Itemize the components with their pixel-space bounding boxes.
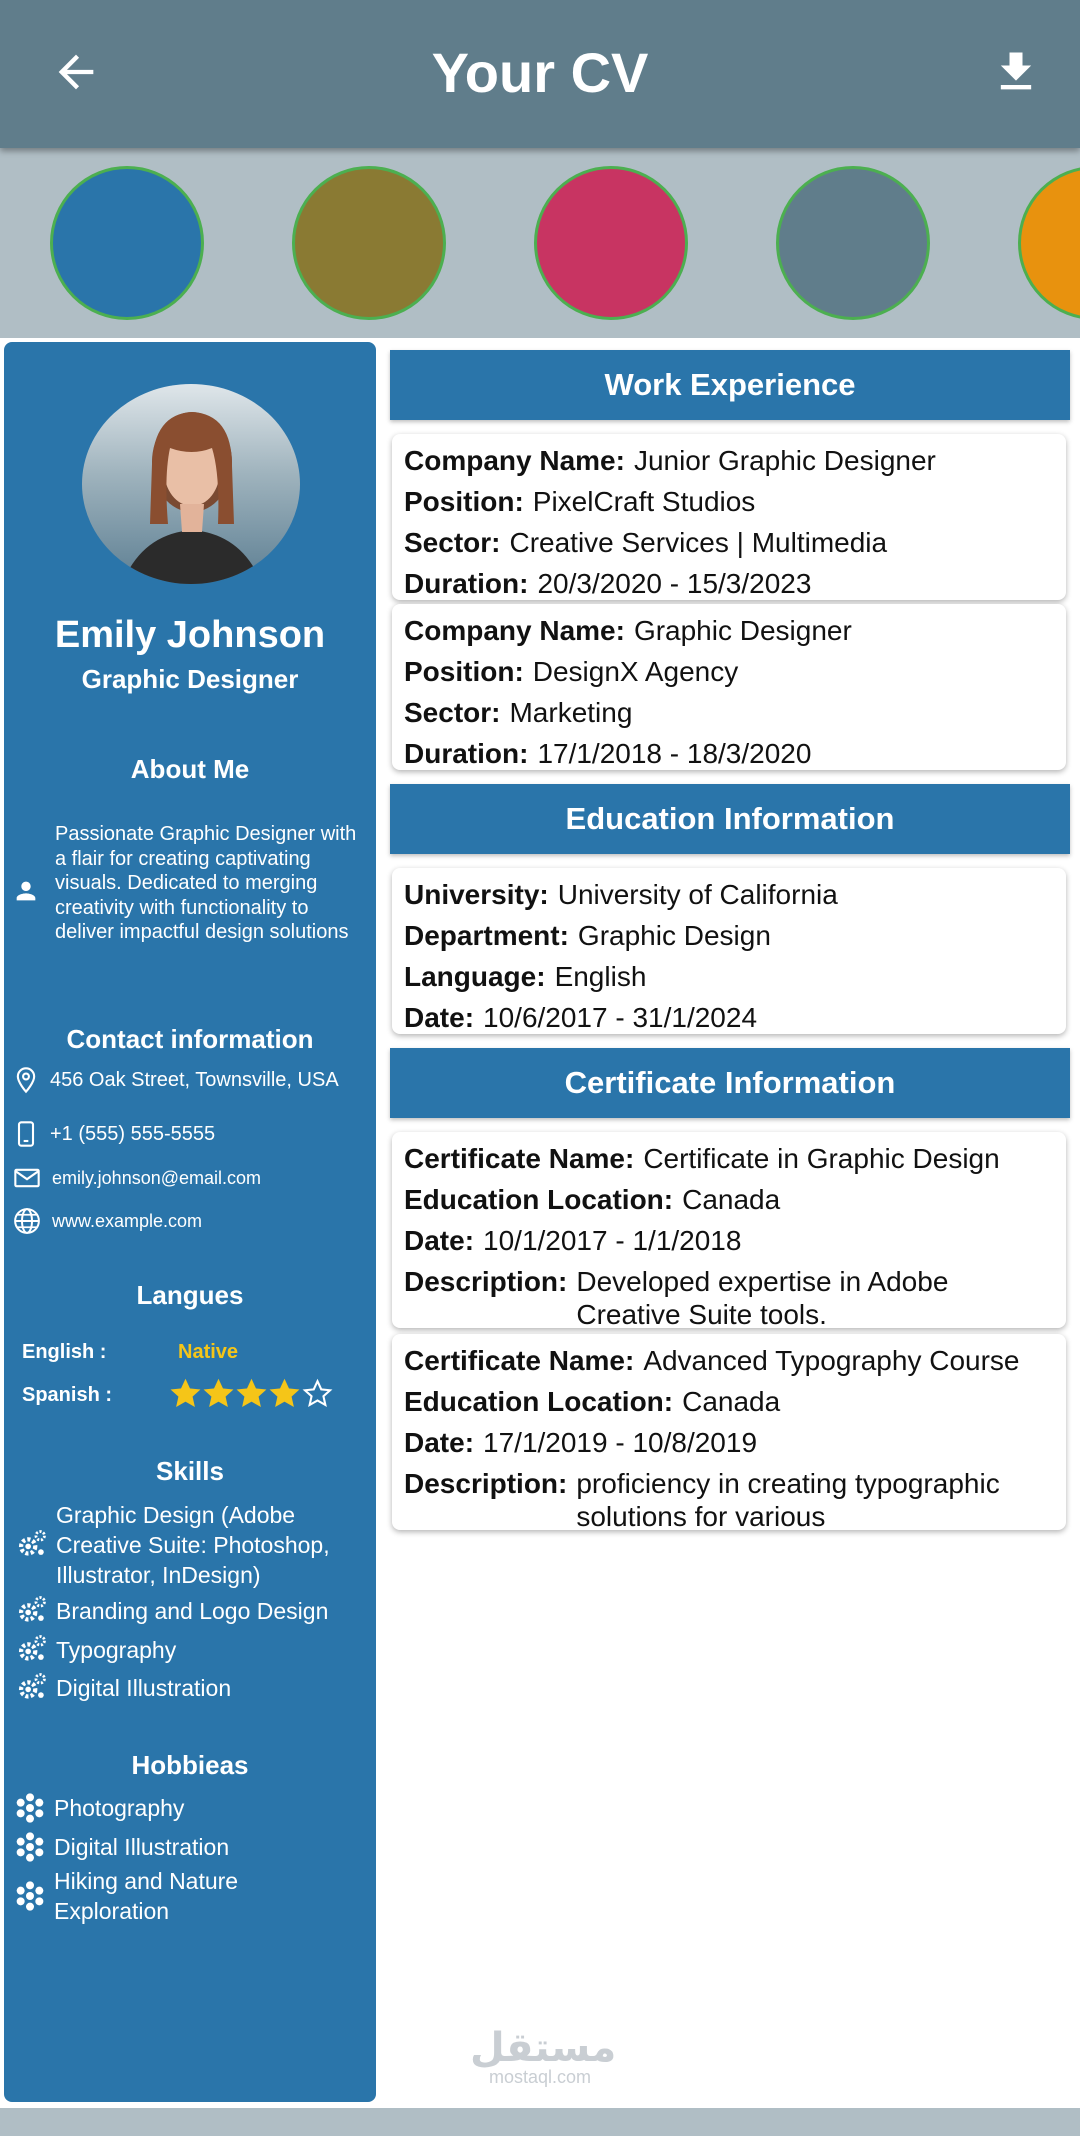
- profile-title: Graphic Designer: [81, 664, 299, 694]
- app-bar: [0, 0, 1080, 148]
- certificate-card: Certificate Name: Advanced Typography Course Education Location: Canada Date: 17/1/2019 - 10/8/2019 Description: proficiency in creating typographic solutions for various: [392, 1334, 1066, 1530]
- skill-item: Graphic Design (Adobe Creative Suite: Photoshop, Illustrator, InDesign): [14, 1500, 356, 1590]
- star-empty-icon: [302, 1378, 333, 1409]
- star-filled-icon: [236, 1378, 267, 1409]
- gears-icon: [14, 1594, 48, 1628]
- contact-website-text: www.example.com: [52, 1210, 203, 1231]
- work-card: Company Name: Junior Graphic Designer Position: PixelCraft Studios Sector: Creative Services | Multimedia Duration: 20/3/2020 - 15/3/2023: [392, 434, 1066, 600]
- color-swatch-orange[interactable]: [1018, 166, 1080, 320]
- profile-name: Emily Johnson: [54, 614, 326, 656]
- bottom-bar: [0, 2108, 1080, 2136]
- location-pin-icon: [12, 1064, 40, 1096]
- contact-website[interactable]: [12, 1206, 202, 1236]
- color-swatch-olive[interactable]: [292, 166, 446, 320]
- work-card: Company Name: Graphic Designer Position: DesignX Agency Sector: Marketing Duration: 17/1/2018 - 18/3/2020: [392, 604, 1066, 770]
- skill-item: Typography: [14, 1633, 356, 1667]
- star-filled-icon: [269, 1378, 300, 1409]
- education-card: University: University of California Department: Graphic Design Language: English Date: 10/6/2017 - 31/1/2024: [392, 868, 1066, 1034]
- cv-content: [0, 338, 1080, 2108]
- contact-email-text: emily.johnson@email.com: [52, 1167, 262, 1188]
- contact-address: [12, 1064, 339, 1096]
- hobby-item: Digital Illustration: [14, 1831, 229, 1863]
- language-spanish-rating: [170, 1378, 333, 1409]
- certificate-heading: Certificate Information: [390, 1048, 1070, 1118]
- hobby-item: Hiking and Nature Exploration: [14, 1866, 284, 1926]
- avatar: [82, 384, 300, 584]
- color-swatch-blue[interactable]: [50, 166, 204, 320]
- color-swatch-pink[interactable]: [534, 166, 688, 320]
- star-filled-icon: [170, 1378, 201, 1409]
- theme-color-picker: [0, 148, 1080, 338]
- skills-heading: Skills: [156, 1456, 224, 1486]
- contact-address-text: 456 Oak Street, Townsville, USA: [50, 1068, 339, 1091]
- gears-icon: [14, 1633, 48, 1667]
- contact-phone-text: +1 (555) 555-5555: [50, 1122, 216, 1145]
- hobby-item: Photography: [14, 1792, 184, 1824]
- about-heading: About Me: [130, 754, 250, 784]
- phone-icon: [12, 1118, 40, 1150]
- page-title: Your CV: [431, 41, 649, 104]
- hexagon-cluster-icon: [14, 1792, 46, 1824]
- contact-email[interactable]: [12, 1164, 261, 1192]
- languages-heading: Langues: [136, 1280, 244, 1310]
- watermark: مستقل mostaql.com: [470, 2025, 617, 2087]
- gears-icon: [14, 1671, 48, 1705]
- star-filled-icon: [203, 1378, 234, 1409]
- gears-icon: [14, 1528, 48, 1562]
- language-spanish-label: Spanish :: [22, 1384, 113, 1406]
- language-english-level: Native: [178, 1341, 239, 1363]
- person-icon: [12, 877, 40, 905]
- hobbies-heading: Hobbieas: [131, 1750, 249, 1780]
- education-heading: Education Information: [390, 784, 1070, 854]
- globe-icon: [12, 1206, 42, 1236]
- language-english-label: English :: [22, 1341, 107, 1363]
- hexagon-cluster-icon: [14, 1880, 46, 1912]
- download-icon[interactable]: [990, 44, 1042, 100]
- about-text: Passionate Graphic Designer with a flair for creating captivating visuals. Dedicated to merging creativity with functionality to deliver impactful design solutions: [55, 823, 357, 943]
- certificate-card: Certificate Name: Certificate in Graphic Design Education Location: Canada Date: 10/1/2017 - 1/1/2018 Description: Developed expertise in Adobe Creative Suite tools.: [392, 1132, 1066, 1328]
- mail-icon: [12, 1164, 42, 1192]
- cv-sidebar: [4, 342, 376, 2102]
- contact-phone: [12, 1118, 215, 1150]
- work-heading: Work Experience: [390, 350, 1070, 420]
- hexagon-cluster-icon: [14, 1831, 46, 1863]
- skill-item: Branding and Logo Design: [14, 1594, 356, 1628]
- contact-heading: Contact information: [66, 1024, 314, 1054]
- color-swatch-slate[interactable]: [776, 166, 930, 320]
- skill-item: Digital Illustration: [14, 1671, 356, 1705]
